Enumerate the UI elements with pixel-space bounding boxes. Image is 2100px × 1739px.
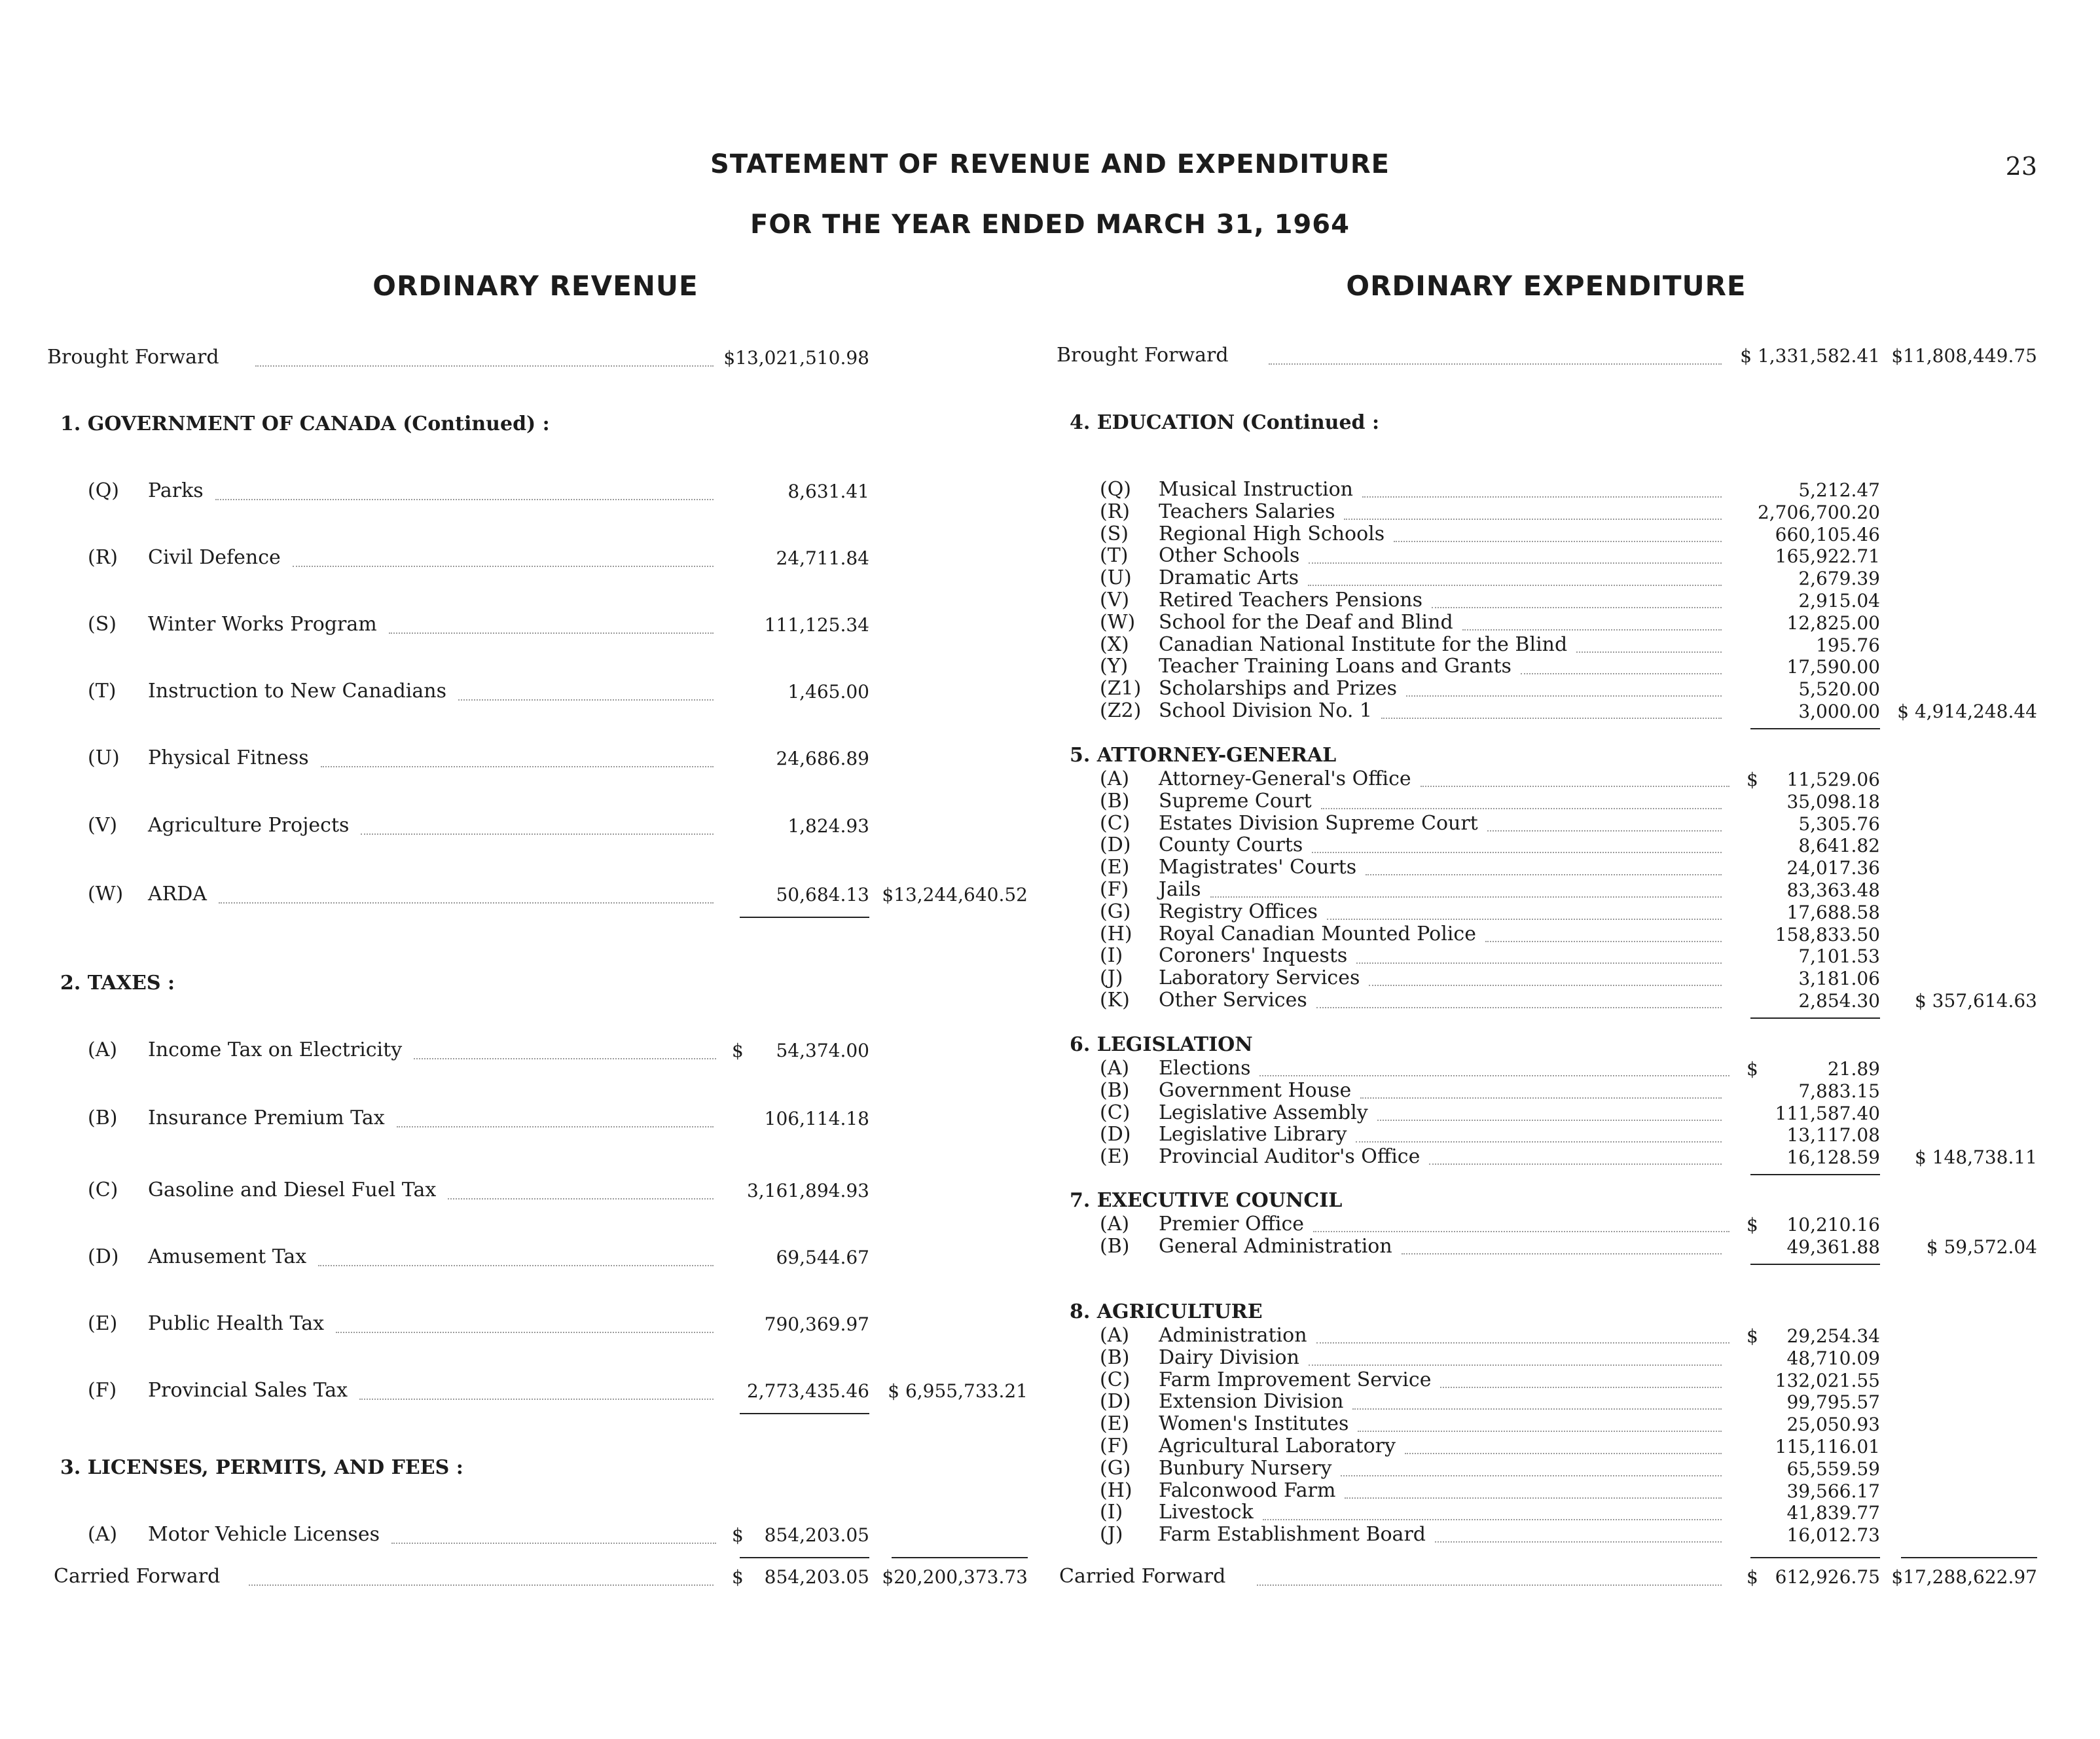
expenditure-item-amount: 29,254.34 [1786,1325,1880,1347]
revenue-subtotal-rule [740,917,869,918]
expenditure-item-amount: 24,017.36 [1786,857,1880,879]
expenditure-item-leader [1377,1120,1722,1121]
revenue-item-leader [318,1265,714,1266]
expenditure-item-code: (D) [1100,1123,1131,1146]
expenditure-item-code: (J) [1100,966,1123,989]
expenditure-item-label: Regional High Schools [1159,522,1385,545]
expenditure-item-amount: 21.89 [1827,1058,1880,1080]
expenditure-item-leader [1309,1364,1722,1366]
revenue-carried-forward-dollar: $ [732,1566,744,1588]
revenue-section-total: $ 6,955,733.21 [888,1380,1028,1402]
expenditure-section-title: 7. EXECUTIVE COUNCIL [1070,1189,1343,1212]
expenditure-item-code: (A) [1100,1324,1130,1347]
expenditure-item-label: Legislative Assembly [1159,1101,1368,1124]
expenditure-item-amount: 16,128.59 [1786,1146,1880,1168]
revenue-item-amount: 24,686.89 [776,748,869,769]
expenditure-item-amount: 16,012.73 [1786,1524,1880,1546]
expenditure-item-amount: 35,098.18 [1786,791,1880,813]
revenue-carried-forward-amount: 854,203.05 [764,1566,869,1588]
expenditure-item-label: Teachers Salaries [1159,500,1335,523]
expenditure-subtotal-rule [1750,1017,1880,1019]
expenditure-item-amount: 12,825.00 [1786,612,1880,634]
expenditure-item-code: (A) [1100,1057,1130,1080]
expenditure-item-amount: 5,520.00 [1798,678,1880,700]
expenditure-item-leader [1313,1231,1729,1232]
revenue-item-label: Provincial Sales Tax [148,1379,348,1402]
expenditure-item-code: (Q) [1100,478,1132,501]
expenditure-item-code: (I) [1100,944,1123,967]
expenditure-item-label: Scholarships and Prizes [1159,677,1398,700]
revenue-item-amount: 8,631.41 [788,481,869,502]
expenditure-item-leader [1263,1519,1722,1520]
revenue-item-leader [321,766,714,767]
revenue-item-code: (Q) [88,479,120,502]
revenue-item-code: (R) [88,546,118,569]
revenue-item-code: (V) [88,814,118,837]
expenditure-item-label: Elections [1159,1057,1251,1080]
expenditure-item-leader [1358,1431,1722,1432]
expenditure-item-label: Magistrates' Courts [1159,856,1357,879]
revenue-item-code: (S) [88,613,117,636]
expenditure-item-code: (B) [1100,1346,1130,1369]
expenditure-item-amount: 2,854.30 [1798,990,1880,1012]
revenue-item-leader [397,1126,714,1127]
expenditure-item-label: Teacher Training Loans and Grants [1159,655,1512,678]
expenditure-item-code: (Y) [1100,655,1129,678]
revenue-item-amount: 106,114.18 [764,1108,869,1129]
revenue-heading: ORDINARY REVENUE [372,270,698,302]
revenue-item-amount: 2,773,435.46 [746,1380,869,1402]
expenditure-item-code: (I) [1100,1501,1123,1524]
expenditure-item-amount: 158,833.50 [1775,924,1880,945]
expenditure-item-leader [1402,1253,1722,1254]
expenditure-item-amount: 111,587.40 [1775,1103,1880,1124]
expenditure-item-code: (E) [1100,856,1130,879]
expenditure-carried-forward-label: Carried Forward [1059,1565,1226,1588]
expenditure-item-leader [1435,1541,1722,1543]
revenue-section-total: $13,244,640.52 [882,884,1028,906]
expenditure-item-code: (H) [1100,1479,1132,1502]
revenue-item-amount: 854,203.05 [764,1524,869,1546]
revenue-item-amount: 50,684.13 [776,884,869,906]
expenditure-brought-forward-leader [1269,363,1722,365]
expenditure-item-leader [1309,562,1722,564]
expenditure-item-label: Agricultural Laboratory [1159,1435,1396,1457]
expenditure-carried-rule-total [1901,1557,2037,1558]
expenditure-item-leader [1429,1163,1722,1165]
revenue-item-code: (B) [88,1107,118,1129]
expenditure-item-leader [1366,874,1722,875]
expenditure-section-total: $ 59,572.04 [1926,1236,2037,1258]
revenue-item-label: Agriculture Projects [148,814,350,837]
expenditure-item-amount: 195.76 [1816,634,1880,656]
revenue-item-leader [361,833,714,835]
expenditure-item-leader [1352,1408,1722,1410]
revenue-item-amount: 111,125.34 [764,614,869,636]
revenue-item-leader [458,699,714,701]
expenditure-item-leader [1316,1342,1729,1344]
expenditure-item-leader [1521,673,1722,674]
expenditure-item-amount: 99,795.57 [1786,1391,1880,1413]
expenditure-item-code: (A) [1100,767,1130,790]
expenditure-item-label: Livestock [1159,1501,1254,1524]
revenue-item-code: (A) [88,1523,118,1546]
revenue-item-leader [215,499,714,500]
revenue-item-label: Physical Fitness [148,746,309,769]
expenditure-item-label: Registry Offices [1159,900,1318,923]
expenditure-item-code: (V) [1100,589,1130,612]
expenditure-item-code: (Z2) [1100,699,1142,722]
expenditure-brought-forward-amount: $ 1,331,582.41 [1740,345,1880,367]
expenditure-item-code: (C) [1100,1368,1131,1391]
expenditure-item-amount: 11,529.06 [1786,769,1880,790]
expenditure-item-label: Other Schools [1159,544,1300,567]
revenue-item-label: Winter Works Program [148,613,377,636]
expenditure-item-code: (G) [1100,900,1131,923]
revenue-item-code: (C) [88,1179,118,1201]
expenditure-item-label: Canadian National Institute for the Blind [1159,633,1568,656]
revenue-item-code: (W) [88,883,124,906]
expenditure-item-code: (Z1) [1100,677,1142,700]
revenue-brought-forward-leader [255,365,714,367]
expenditure-item-code: (R) [1100,500,1130,523]
expenditure-item-leader [1341,1475,1722,1476]
expenditure-item-label: Supreme Court [1159,790,1312,813]
revenue-item-label: Gasoline and Diesel Fuel Tax [148,1179,437,1201]
expenditure-item-code: (A) [1100,1213,1130,1236]
expenditure-item-amount: 10,210.16 [1786,1214,1880,1236]
expenditure-item-amount: 5,212.47 [1798,479,1880,501]
revenue-brought-forward-amount: $13,021,510.98 [723,347,869,369]
expenditure-item-code: (F) [1100,878,1129,901]
expenditure-item-amount: 660,105.46 [1775,524,1880,545]
expenditure-item-leader [1576,651,1722,653]
expenditure-item-leader [1308,585,1722,586]
revenue-item-code: (F) [88,1379,117,1402]
expenditure-item-code: (J) [1100,1523,1123,1546]
expenditure-item-amount: 165,922.71 [1775,545,1880,567]
expenditure-heading: ORDINARY EXPENDITURE [1346,270,1747,302]
expenditure-subtotal-rule [1750,1174,1880,1175]
expenditure-item-label: Women's Institutes [1159,1412,1349,1435]
expenditure-section-title: 6. LEGISLATION [1070,1033,1253,1056]
revenue-item-label: Instruction to New Canadians [148,680,446,703]
expenditure-item-label: Farm Establishment Board [1159,1523,1426,1546]
revenue-carried-rule-total [892,1557,1028,1558]
expenditure-item-label: School for the Deaf and Blind [1159,611,1453,634]
revenue-item-label: Amusement Tax [148,1245,307,1268]
expenditure-section-total: $ 148,738.11 [1914,1146,2037,1168]
expenditure-item-leader [1327,919,1722,920]
expenditure-item-code: (D) [1100,1390,1131,1413]
expenditure-item-amount: 8,641.82 [1798,835,1880,856]
page-title: STATEMENT OF REVENUE AND EXPENDITURE [710,149,1390,179]
page-subtitle: FOR THE YEAR ENDED MARCH 31, 1964 [750,210,1350,240]
expenditure-item-code: (B) [1100,790,1130,813]
revenue-item-leader [336,1332,714,1333]
expenditure-item-code: (E) [1100,1412,1130,1435]
expenditure-item-dollar: $ [1747,1214,1758,1236]
revenue-item-leader [448,1198,714,1199]
expenditure-item-code: (B) [1100,1079,1130,1102]
expenditure-item-dollar: $ [1747,1058,1758,1080]
expenditure-item-leader [1432,607,1722,608]
expenditure-item-leader [1259,1075,1729,1076]
expenditure-item-leader [1356,962,1722,964]
expenditure-item-leader [1394,541,1722,542]
expenditure-brought-forward-total: $11,808,449.75 [1891,345,2037,367]
expenditure-item-leader [1312,852,1722,853]
expenditure-item-amount: 3,000.00 [1798,701,1880,722]
expenditure-item-leader [1440,1387,1722,1388]
expenditure-subtotal-rule [1750,728,1880,729]
expenditure-carried-forward-leader [1257,1584,1722,1586]
expenditure-item-label: Farm Improvement Service [1159,1368,1432,1391]
expenditure-item-amount: 17,688.58 [1786,902,1880,923]
expenditure-item-leader [1321,808,1722,809]
expenditure-item-amount: 83,363.48 [1786,879,1880,901]
expenditure-item-label: School Division No. 1 [1159,699,1372,722]
expenditure-item-code: (T) [1100,544,1129,567]
expenditure-section-total: $ 4,914,248.44 [1897,701,2037,722]
expenditure-item-leader [1360,1097,1722,1099]
expenditure-section-title: 8. AGRICULTURE [1070,1300,1263,1323]
expenditure-section-title: 5. ATTORNEY-GENERAL [1070,744,1337,767]
expenditure-item-amount: 7,883.15 [1798,1080,1880,1102]
expenditure-item-code: (K) [1100,989,1130,1012]
revenue-item-label: Insurance Premium Tax [148,1107,385,1129]
expenditure-item-leader [1210,896,1722,898]
revenue-item-amount: 1,465.00 [788,681,869,703]
expenditure-item-leader [1421,786,1729,787]
revenue-item-leader [414,1058,716,1059]
revenue-item-label: Civil Defence [148,546,281,569]
revenue-item-label: Public Health Tax [148,1312,325,1335]
revenue-carried-forward-label: Carried Forward [54,1565,221,1588]
expenditure-item-label: Attorney-General's Office [1159,767,1411,790]
expenditure-item-leader [1406,695,1722,697]
revenue-section-title: 2. TAXES : [60,972,175,995]
revenue-item-label: Motor Vehicle Licenses [148,1523,380,1546]
expenditure-item-code: (E) [1100,1145,1130,1168]
revenue-item-dollar: $ [732,1524,744,1546]
expenditure-item-label: Bunbury Nursery [1159,1457,1332,1480]
expenditure-item-leader [1405,1453,1722,1454]
expenditure-item-label: Other Services [1159,989,1307,1012]
revenue-carried-rule-amount [740,1557,869,1558]
expenditure-item-label: Government House [1159,1079,1352,1102]
expenditure-item-amount: 2,706,700.20 [1757,502,1880,523]
expenditure-carried-rule-amount [1750,1557,1880,1558]
expenditure-item-leader [1462,629,1722,631]
revenue-item-dollar: $ [732,1040,744,1061]
expenditure-brought-forward-label: Brought Forward [1057,344,1229,367]
expenditure-item-leader [1485,941,1722,942]
page-number: 23 [2005,152,2037,181]
expenditure-item-label: Dairy Division [1159,1346,1299,1369]
expenditure-carried-forward-total: $17,288,622.97 [1891,1566,2037,1588]
expenditure-item-code: (C) [1100,1101,1131,1124]
expenditure-item-label: Falconwood Farm [1159,1479,1336,1502]
expenditure-item-leader [1362,496,1722,498]
expenditure-item-amount: 39,566.17 [1786,1480,1880,1502]
expenditure-item-leader [1344,519,1722,520]
expenditure-section-total: $ 357,614.63 [1914,990,2037,1012]
expenditure-item-amount: 2,679.39 [1798,568,1880,589]
expenditure-item-amount: 2,915.04 [1798,590,1880,612]
expenditure-item-code: (F) [1100,1435,1129,1457]
expenditure-item-dollar: $ [1747,1325,1758,1347]
expenditure-item-code: (C) [1100,812,1131,835]
expenditure-item-code: (B) [1100,1235,1130,1258]
expenditure-item-amount: 17,590.00 [1786,656,1880,678]
revenue-item-leader [293,566,714,567]
expenditure-item-code: (D) [1100,833,1131,856]
expenditure-item-label: General Administration [1159,1235,1392,1258]
expenditure-item-amount: 41,839.77 [1786,1502,1880,1524]
expenditure-item-label: Legislative Library [1159,1123,1347,1146]
expenditure-item-label: Estates Division Supreme Court [1159,812,1478,835]
revenue-item-code: (A) [88,1038,118,1061]
expenditure-item-dollar: $ [1747,769,1758,790]
expenditure-item-amount: 5,305.76 [1798,813,1880,835]
expenditure-item-label: Provincial Auditor's Office [1159,1145,1421,1168]
revenue-item-leader [389,632,714,634]
expenditure-item-code: (U) [1100,566,1132,589]
expenditure-carried-forward-dollar: $ [1747,1566,1758,1588]
expenditure-item-amount: 49,361.88 [1786,1236,1880,1258]
expenditure-item-code: (W) [1100,611,1136,634]
expenditure-item-label: Retired Teachers Pensions [1159,589,1422,612]
expenditure-subtotal-rule [1750,1264,1880,1265]
expenditure-item-code: (H) [1100,923,1132,945]
expenditure-item-code: (X) [1100,633,1129,656]
expenditure-item-amount: 115,116.01 [1775,1436,1880,1457]
revenue-carried-forward-total: $20,200,373.73 [882,1566,1028,1588]
revenue-item-leader [219,902,714,904]
revenue-item-code: (T) [88,680,117,703]
revenue-item-label: Parks [148,479,204,502]
revenue-item-amount: 24,711.84 [776,547,869,569]
expenditure-item-leader [1381,718,1722,719]
expenditure-item-amount: 7,101.53 [1798,945,1880,967]
expenditure-item-label: Administration [1159,1324,1307,1347]
expenditure-item-label: Extension Division [1159,1390,1344,1413]
expenditure-item-label: Musical Instruction [1159,478,1353,501]
expenditure-item-amount: 3,181.06 [1798,968,1880,989]
expenditure-item-label: Dramatic Arts [1159,566,1299,589]
revenue-item-code: (E) [88,1312,118,1335]
expenditure-item-label: Royal Canadian Mounted Police [1159,923,1476,945]
revenue-carried-forward-leader [249,1584,714,1586]
revenue-item-code: (U) [88,746,120,769]
revenue-item-code: (D) [88,1245,119,1268]
expenditure-item-label: County Courts [1159,833,1303,856]
expenditure-item-amount: 25,050.93 [1786,1414,1880,1435]
expenditure-item-leader [1356,1141,1722,1143]
expenditure-item-amount: 13,117.08 [1786,1124,1880,1146]
expenditure-item-amount: 65,559.59 [1786,1458,1880,1480]
revenue-item-leader [359,1399,714,1400]
revenue-item-label: ARDA [148,883,207,906]
expenditure-section-title: 4. EDUCATION (Continued : [1070,411,1380,434]
revenue-section-title: 3. LICENSES, PERMITS, AND FEES : [60,1456,463,1479]
revenue-item-amount: 1,824.93 [788,815,869,837]
expenditure-item-label: Laboratory Services [1159,966,1360,989]
revenue-brought-forward-label: Brought Forward [47,346,219,369]
expenditure-item-code: (G) [1100,1457,1131,1480]
expenditure-item-leader [1316,1007,1722,1008]
revenue-item-amount: 69,544.67 [776,1247,869,1268]
revenue-item-amount: 54,374.00 [776,1040,869,1061]
expenditure-item-label: Jails [1159,878,1201,901]
expenditure-item-leader [1369,985,1722,986]
expenditure-item-amount: 132,021.55 [1775,1370,1880,1391]
revenue-subtotal-rule [740,1413,869,1414]
expenditure-item-label: Premier Office [1159,1213,1305,1236]
expenditure-item-label: Coroners' Inquests [1159,944,1348,967]
revenue-section-title: 1. GOVERNMENT OF CANADA (Continued) : [60,412,550,435]
expenditure-item-code: (S) [1100,522,1129,545]
revenue-item-amount: 790,369.97 [764,1313,869,1335]
revenue-item-leader [391,1543,716,1544]
expenditure-carried-forward-amount: 612,926.75 [1775,1566,1880,1588]
revenue-item-label: Income Tax on Electricity [148,1038,403,1061]
expenditure-item-leader [1345,1497,1722,1499]
expenditure-item-amount: 48,710.09 [1786,1347,1880,1369]
expenditure-item-leader [1487,830,1722,832]
revenue-item-amount: 3,161,894.93 [746,1180,869,1201]
